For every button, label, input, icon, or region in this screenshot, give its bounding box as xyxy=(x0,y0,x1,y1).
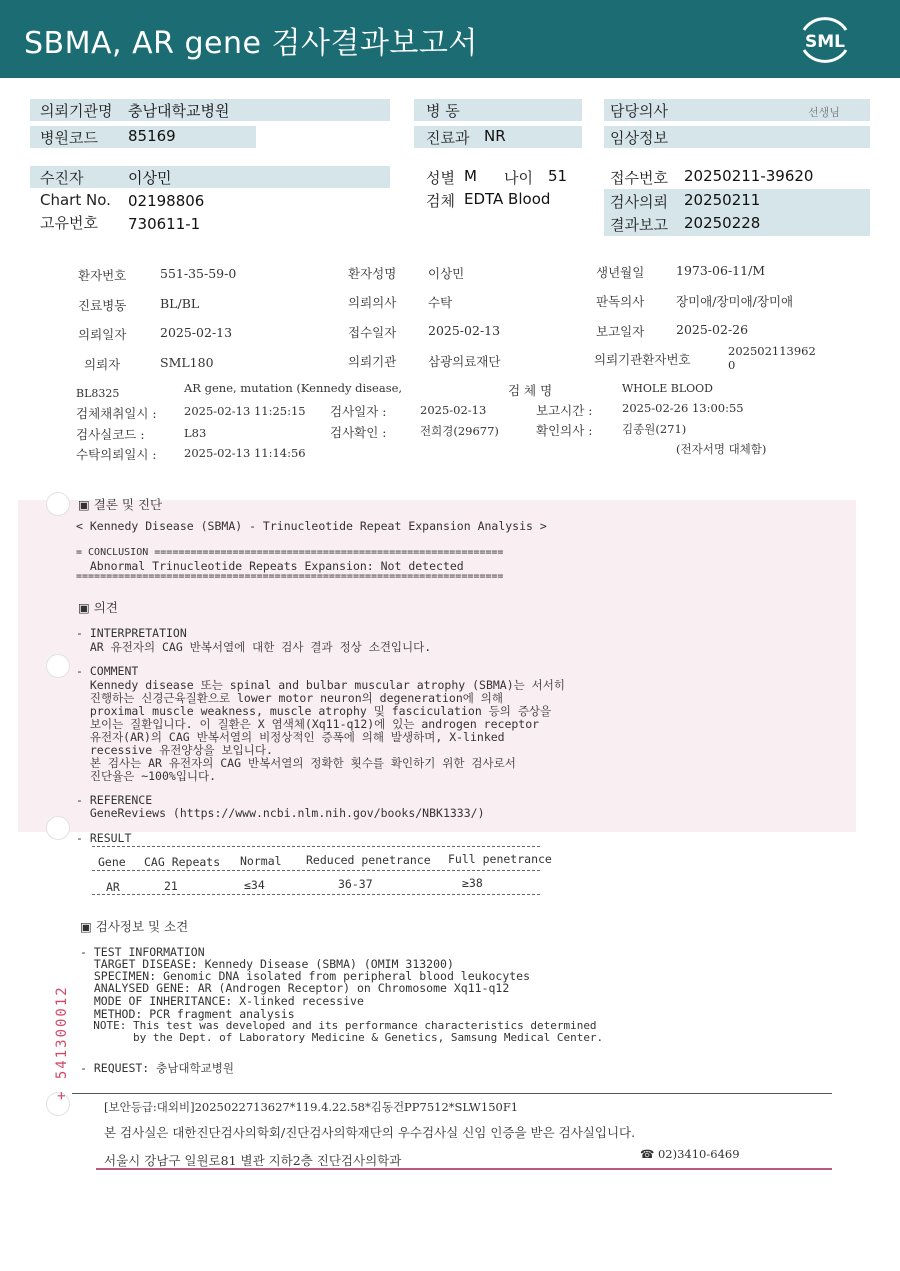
testinfo-heading: - TEST INFORMATION xyxy=(80,945,205,959)
binder-hole xyxy=(46,654,70,678)
result-normal: ≤34 xyxy=(244,878,265,892)
scan-ref-pt-no-label: 의뢰기관환자번호 xyxy=(594,352,691,367)
scan-rpt-time: 2025-02-26 13:00:55 xyxy=(622,401,744,415)
testinfo-line: METHOD: PCR fragment analysis xyxy=(80,1007,295,1021)
table-rule xyxy=(92,846,540,847)
logo-text: SML xyxy=(805,32,845,52)
report-date-label: 결과보고 xyxy=(610,216,668,234)
chart-label: Chart No. xyxy=(40,191,111,209)
hospital-code-label: 병원코드 xyxy=(40,129,98,147)
doctor-label: 담당의사 xyxy=(610,102,668,120)
report-test-title: < Kennedy Disease (SBMA) - Trinucleotide Repeat Expansion Analysis > xyxy=(76,519,547,533)
result-header-full: Full penetrance xyxy=(448,852,552,866)
institution-label: 의뢰기관명 xyxy=(40,102,113,120)
sex-value: M xyxy=(464,167,477,185)
result-reduced: 36-37 xyxy=(338,877,373,891)
security-line: [보안등급:대외비]2025022713627*119.4.22.58*김동건PP7512*SLW150F1 xyxy=(104,1100,519,1114)
scan-consign-label: 수탁의뢰일시 : xyxy=(76,447,157,462)
section-testinfo-heading: ▣ 검사정보 및 소견 xyxy=(80,919,189,934)
scan-test-code: BL8325 xyxy=(76,387,120,400)
report-title: SBMA, AR gene 검사결과보고서 xyxy=(24,26,478,61)
comment-line: recessive 유전양상을 보입니다. xyxy=(76,743,273,757)
dept-value: NR xyxy=(484,127,506,145)
binder-hole xyxy=(46,816,70,840)
interpretation-heading: - INTERPRETATION xyxy=(76,626,187,640)
certification-text: 본 검사실은 대한진단검사의학회/진단검사의학재단의 우수검사실 신임 인증을 받은 검사실입니다. xyxy=(104,1125,636,1140)
receipt-value: 20250211-39620 xyxy=(684,167,814,185)
report-header xyxy=(0,0,900,78)
ward-label: 병 동 xyxy=(426,102,460,120)
testinfo-line: MODE OF INHERITANCE: X-linked recessive xyxy=(80,994,364,1008)
table-rule xyxy=(92,894,540,895)
patient-value: 이상민 xyxy=(128,169,172,187)
binder-hole xyxy=(46,492,70,516)
scan-req-date-label: 의뢰일자 xyxy=(78,327,127,342)
scan-ward: BL/BL xyxy=(160,296,200,311)
comment-line: Kennedy disease 또는 spinal and bulbar muscular atrophy (SBMA)는 서서히 xyxy=(76,678,565,692)
result-header-normal: Normal xyxy=(240,854,282,868)
lab-address: 서울시 강남구 일원로81 별관 지하2층 진단검사의학과 xyxy=(104,1153,402,1168)
scan-dob-label: 생년월일 xyxy=(596,265,645,280)
footer-divider xyxy=(72,1093,832,1094)
scan-patient-no-label: 환자번호 xyxy=(78,268,127,283)
scan-confirm-doc: 김종원(271) xyxy=(622,422,687,436)
scan-patient-no: 551-35-59-0 xyxy=(160,266,237,281)
testinfo-line: TARGET DISEASE: Kennedy Disease (SBMA) (OMIM 313200) xyxy=(80,957,454,971)
comment-line: 본 검사는 AR 유전자의 CAG 반복서열의 정확한 횟수를 확인하기 위한 검사로서 xyxy=(76,756,516,770)
testinfo-line: NOTE: This test was developed and its performance characteristics determined xyxy=(80,1019,597,1032)
scan-patient-name-label: 환자성명 xyxy=(348,266,397,281)
scan-rpt-date-label: 보고일자 xyxy=(596,324,645,339)
scan-test-date: 2025-02-13 xyxy=(420,403,487,417)
footer-bottom-rule xyxy=(96,1168,832,1170)
patient-label: 수진자 xyxy=(40,169,84,187)
request-line: - REQUEST: 충남대학교병원 xyxy=(80,1061,234,1075)
age-value: 51 xyxy=(548,167,568,185)
scan-confirm-label: 검사확인 : xyxy=(330,425,387,440)
scan-rcv-date: 2025-02-13 xyxy=(428,323,501,338)
receipt-label: 접수번호 xyxy=(610,169,668,187)
patient-field xyxy=(30,166,390,188)
result-gene: AR xyxy=(106,880,120,894)
comment-line: proximal muscle weakness, muscle atrophy 및 fasciculation 등의 증상을 xyxy=(76,704,552,718)
specimen-label: 검체 xyxy=(426,192,455,210)
result-cag: 21 xyxy=(164,879,178,893)
scan-collect-label: 검체채취일시 : xyxy=(76,406,157,421)
side-serial-number: + 541300012 xyxy=(54,985,70,1100)
table-rule xyxy=(92,870,540,871)
scan-test-name: AR gene, mutation (Kennedy disease, xyxy=(184,381,403,395)
result-header-reduced: Reduced penetrance xyxy=(306,853,431,867)
chart-value: 02198806 xyxy=(128,192,205,210)
comment-line: 보이는 질환입니다. 이 질환은 X 염색체(Xq11-q12)에 있는 androgen receptor xyxy=(76,717,540,731)
age-label: 나이 xyxy=(504,169,533,187)
scan-ref-doc-label: 의뢰의사 xyxy=(348,295,397,310)
scan-rcv-date-label: 접수일자 xyxy=(348,325,397,340)
scan-consign: 2025-02-13 11:14:56 xyxy=(184,446,306,460)
scan-spec: WHOLE BLOOD xyxy=(622,382,713,395)
result-full: ≥38 xyxy=(462,876,483,890)
scan-rpt-time-label: 보고시간 : xyxy=(536,403,593,418)
lab-phone: ☎ 02)3410-6469 xyxy=(640,1147,740,1161)
scan-ref-pt-no-1: 202502113962 xyxy=(728,344,816,358)
reference-heading: - REFERENCE xyxy=(76,793,153,807)
scan-ref-pt-no-2: 0 xyxy=(728,358,736,372)
result-header-cag: CAG Repeats xyxy=(144,855,221,869)
result-heading: - RESULT xyxy=(76,831,132,845)
request-label: 검사의뢰 xyxy=(610,193,668,211)
scan-test-date-label: 검사일자 : xyxy=(330,404,387,419)
scan-req-date: 2025-02-13 xyxy=(160,325,233,340)
result-header-gene: Gene xyxy=(98,855,126,869)
testinfo-line: SPECIMEN: Genomic DNA isolated from peripheral blood leukocytes xyxy=(80,969,531,983)
scan-room-label: 검사실코드 : xyxy=(76,427,145,442)
doctor-suffix: 선생님 xyxy=(808,106,840,119)
scan-room: L83 xyxy=(184,426,207,440)
scan-ref-inst-label: 의뢰기관 xyxy=(348,354,397,369)
request-value: 20250211 xyxy=(684,191,761,209)
scan-ref-inst: 삼광의료재단 xyxy=(428,354,501,369)
scan-patient-name: 이상민 xyxy=(428,266,465,281)
section-conclusion-heading: ▣ 결론 및 진단 xyxy=(78,497,163,512)
scan-ward-label: 진료병동 xyxy=(78,298,127,313)
scan-requester: SML180 xyxy=(160,355,214,370)
reference-text: GeneReviews (https://www.ncbi.nlm.nih.gov/books/NBK1333/) xyxy=(76,806,485,820)
clinical-label: 임상정보 xyxy=(610,129,668,147)
scan-ref-doc: 수탁 xyxy=(428,295,453,310)
scan-requester-label: 의뢰자 xyxy=(84,357,121,372)
scan-spec-label: 검 체 명 xyxy=(508,383,553,398)
institution-value: 충남대학교병원 xyxy=(128,102,230,120)
scan-rpt-date: 2025-02-26 xyxy=(676,322,749,337)
comment-line: 진행하는 신경근육질환으로 lower motor neuron의 degeneration에 의해 xyxy=(76,691,503,705)
conclusion-rule: ======================================================================= xyxy=(76,571,504,582)
scan-dob: 1973-06-11/M xyxy=(676,263,766,278)
hospital-code-value: 85169 xyxy=(128,127,176,145)
scan-esign: (전자서명 대체함) xyxy=(676,442,767,456)
testinfo-line: ANALYSED GENE: AR (Androgen Receptor) on Chromosome Xq11-q12 xyxy=(80,981,510,995)
comment-line: 유전자(AR)의 CAG 반복서열의 비정상적인 증폭에 의해 발생하며, X-linked xyxy=(76,730,505,744)
comment-line: 진단율은 ~100%입니다. xyxy=(76,769,217,783)
scan-collect: 2025-02-13 11:25:15 xyxy=(184,404,306,418)
dept-label: 진료과 xyxy=(426,129,470,147)
sex-label: 성별 xyxy=(426,169,455,187)
interpretation-text: AR 유전자의 CAG 반복서열에 대한 검사 결과 정상 소견입니다. xyxy=(76,640,432,654)
uid-label: 고유번호 xyxy=(40,214,98,232)
report-date-value: 20250228 xyxy=(684,214,761,232)
scan-confirm: 전희경(29677) xyxy=(420,424,499,438)
specimen-value: EDTA Blood xyxy=(464,190,551,208)
scan-confirm-doc-label: 확인의사 : xyxy=(536,423,593,438)
scan-reader: 장미애/장미애/장미애 xyxy=(676,294,794,309)
scan-reader-label: 판독의사 xyxy=(596,294,645,309)
section-opinion-heading: ▣ 의견 xyxy=(78,600,118,615)
conclusion-line: = CONCLUSION ========================================================== xyxy=(76,547,504,558)
testinfo-line: by the Dept. of Laboratory Medicine & Genetics, Samsung Medical Center. xyxy=(80,1031,604,1044)
uid-value: 730611-1 xyxy=(128,215,201,233)
comment-heading: - COMMENT xyxy=(76,664,139,678)
sml-logo xyxy=(796,14,854,66)
conclusion-text: Abnormal Trinucleotide Repeats Expansion: Not detected xyxy=(76,559,464,573)
